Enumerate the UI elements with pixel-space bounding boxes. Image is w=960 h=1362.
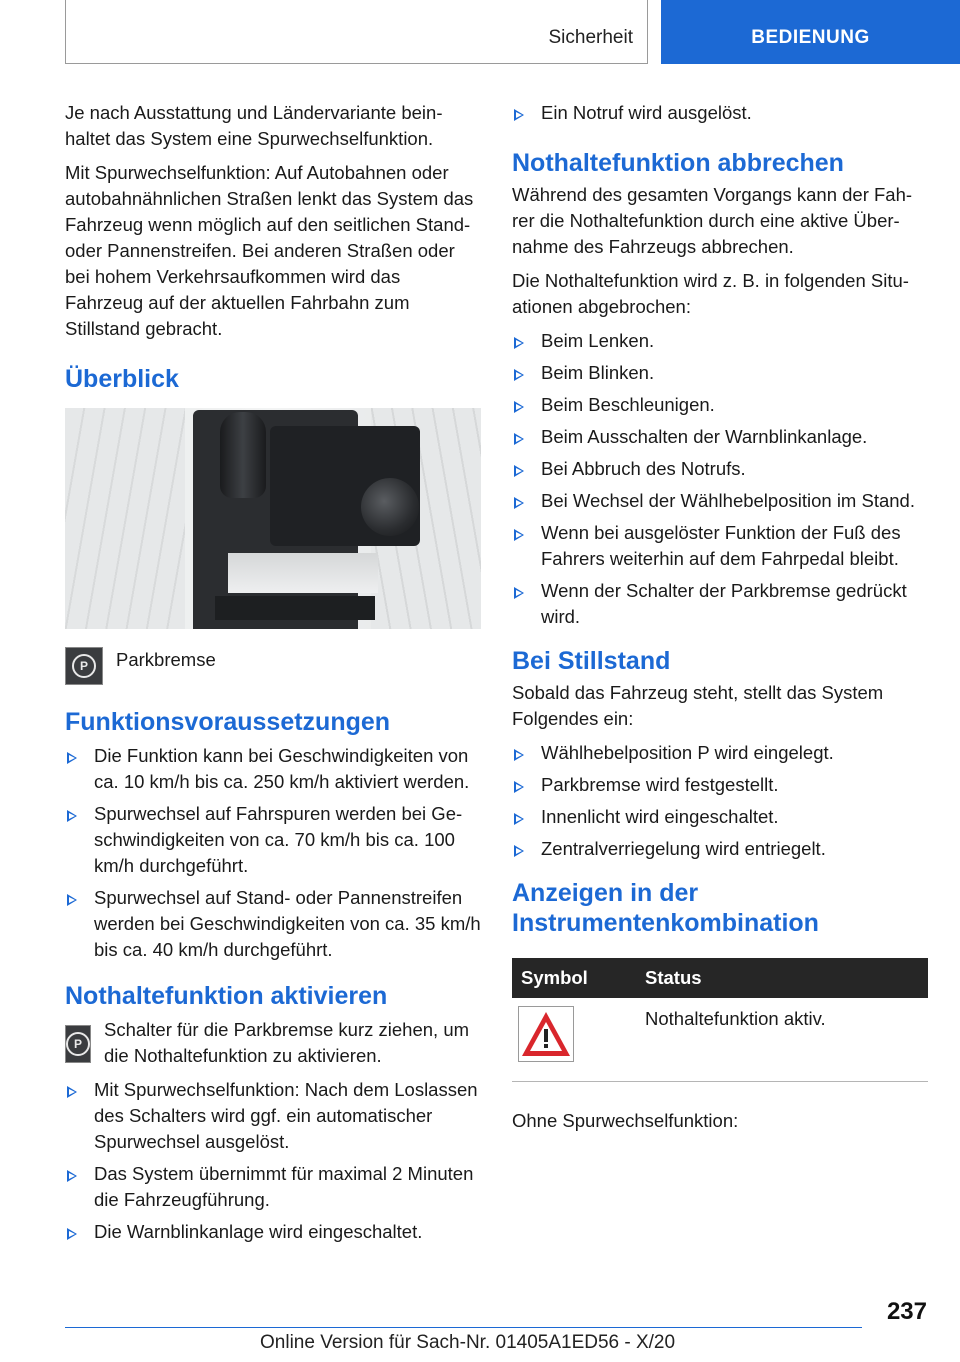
triangle-bullet-icon [514,749,524,761]
list-item: Ein Notruf wird ausgelöst. [512,100,928,126]
triangle-bullet-icon [514,845,524,857]
parking-brake-icon: P [65,647,103,685]
triangle-bullet-icon [514,465,524,477]
list-item: Zentralverriegelung wird entriegelt. [512,836,928,862]
status-cell: Nothaltefunktion aktiv. [645,998,928,1082]
right-column [512,100,928,1142]
triangle-bullet-icon [67,1228,77,1240]
footer-version-text: Online Version für Sach-Nr. 01405A1ED56 - X/20 [260,1332,676,1353]
list-item: Parkbremse wird festgestellt. [512,772,928,798]
table-header-row [512,958,928,998]
heading-conditions: Funktionsvoraussetzungen [65,708,391,736]
page-number: 237 [886,1298,927,1325]
list-item: Wenn bei ausgelöster Funktion der Fuß des Fahrers weiterhin auf dem Fahrpedal bleibt. [512,520,928,572]
column-header-status: Status [645,958,928,998]
parking-brake-icon: P [65,1025,91,1063]
list-item: Mit Spurwechselfunktion: Nach dem Loslassen des Schalters wird ggf. ein automatischer Spurwechsel ausgelöst. [65,1077,481,1155]
heading-display [512,878,928,938]
list-item: Wählhebelposition P wird eingelegt. [512,740,928,766]
triangle-bullet-icon [67,894,77,906]
triangle-bullet-icon [514,369,524,381]
table-row [512,998,928,1082]
header-section-title: Sicherheit [548,26,633,48]
list-item: Beim Ausschalten der Warnblinkanlage. [512,424,928,450]
heading-cancel: Nothaltefunktion abbrechen [512,149,844,177]
list-item: Innenlicht wird eingeschaltet. [512,804,928,830]
heading-activate: Nothaltefunktion aktivieren [65,982,388,1010]
left-column [65,100,481,1251]
conditions-list [65,743,481,963]
parkbremse-legend [65,647,481,685]
cancel-paragraph-1: Während des gesamten Vorgangs kann der Fahrer die Nothaltefunktion durch eine aktive Übernahme des Fahrzeugs abbrechen. [512,184,913,257]
list-item: Bei Abbruch des Notrufs. [512,456,928,482]
gear-selector-lever [220,412,266,498]
heading-display-line-1: Anzeigen in der [512,879,699,907]
triangle-bullet-icon [514,813,524,825]
triangle-bullet-icon [514,587,524,599]
triangle-bullet-icon [67,752,77,764]
triangle-bullet-icon [67,1086,77,1098]
idrive-controller-knob [361,478,419,536]
heading-display-line-2: Instrumentenkombination [512,909,819,937]
activate-text: Schalter für die Parkbremse kurz ziehen, um die Nothaltefunktion zu aktivieren. [104,1019,470,1066]
status-table [512,958,928,1082]
list-item: Bei Wechsel der Wählhebelposition im Stand. [512,488,928,514]
list-item: Die Warnblinkanlage wird eingeschaltet. [65,1219,481,1245]
triangle-bullet-icon [514,433,524,445]
triangle-bullet-icon [67,1170,77,1182]
list-item: Das System übernimmt für maximal 2 Minuten die Fahrzeugführung. [65,1161,481,1213]
without-lane-change-text: Ohne Spurwechselfunktion: [512,1110,739,1131]
heading-standstill: Bei Stillstand [512,647,671,675]
list-item: Spurwechsel auf Stand- oder Pannenstreifen werden bei Geschwindigkeiten von ca. 35 km/h bis ca. 40 km/h durchgeführt. [65,885,481,963]
triangle-bullet-icon [514,529,524,541]
console-photo [65,408,481,629]
standstill-list [512,740,928,862]
warning-triangle-icon [518,1006,574,1062]
standstill-paragraph: Sobald das Fahrzeug steht, stellt das System Folgendes ein: [512,682,884,729]
list-item: Wenn der Schalter der Parkbremse gedrückt wird. [512,578,928,630]
continued-list [512,100,928,126]
list-item: Beim Lenken. [512,328,928,354]
activate-instruction [65,1017,481,1069]
header-chapter-tab [661,0,960,64]
triangle-bullet-icon [514,337,524,349]
cancel-paragraph-2: Die Nothaltefunktion wird z. B. in folgenden Situationen abgebrochen: [512,270,909,317]
triangle-bullet-icon [514,781,524,793]
list-item: Beim Beschleunigen. [512,392,928,418]
intro-paragraph-2: Mit Spurwechselfunktion: Auf Autobahnen oder autobahnähnlichen Straßen lenkt das System das Fahrzeug wenn möglich auf den seitlichen Stand- oder Pannenstreifen. Bei anderen Straßen oder bei hohem Verkehrsaufkommen wird das Fahrzeug auf der aktuellen Fahrbahn zum Stillstand gebracht. [65,162,474,339]
activate-list [65,1077,481,1245]
header-section-tab [65,0,648,64]
triangle-bullet-icon [514,401,524,413]
parking-brake-button-row [215,596,375,620]
column-header-symbol: Symbol [512,958,645,998]
header-chapter-title: BEDIENUNG [751,27,870,48]
triangle-bullet-icon [514,109,524,121]
list-item: Die Funktion kann bei Geschwindigkeiten von ca. 10 km/h bis ca. 250 km/h aktiviert werden. [65,743,481,795]
triangle-bullet-icon [67,810,77,822]
cancel-list [512,328,928,630]
triangle-bullet-icon [514,497,524,509]
footer-divider [65,1327,862,1328]
list-item: Beim Blinken. [512,360,928,386]
intro-paragraph-1: Je nach Ausstattung und Ländervariante beinhaltet das System eine Spurwechselfunktion. [65,102,443,149]
parkbremse-label: Parkbremse [116,649,216,670]
list-item: Spurwechsel auf Fahrspuren werden bei Geschwindigkeiten von ca. 70 km/h bis ca. 100 km/h durchgeführt. [65,801,481,879]
heading-overview: Überblick [65,365,179,393]
